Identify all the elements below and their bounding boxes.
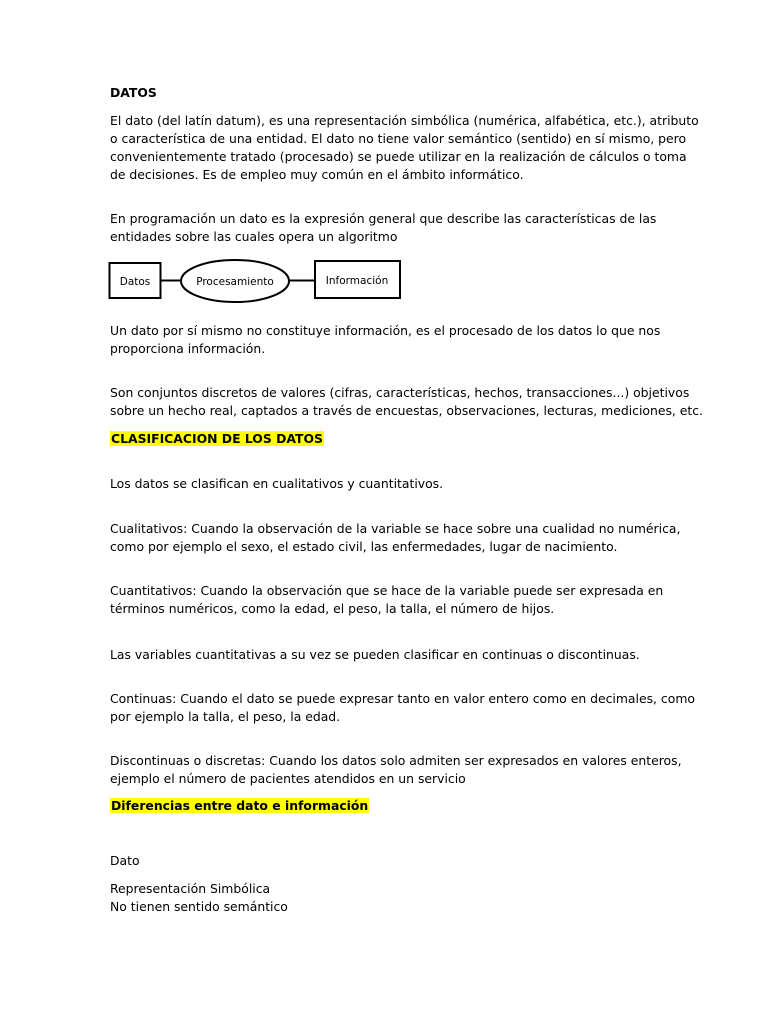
paragraph-classification: Los datos se clasifican en cualitativos y cuantitativos. [110,476,444,491]
paragraph-quantitative-line-1: Cuantitativos: Cuando la observación que se hace de la variable puede ser expresada en [110,583,664,598]
title-datos: DATOS [110,85,157,100]
paragraph-discrete-line-2: ejemplo el número de pacientes atendidos en un servicio [110,771,466,786]
paragraph-information-line-2: proporciona información. [110,341,266,356]
paragraph-definition-line-1: El dato (del latín datum), es una representación simbólica (numérica, alfabética, etc.), atributo [110,113,699,128]
paragraph-definition-line-4: de decisiones. Es de empleo muy común en el ámbito informático. [110,167,524,182]
paragraph-programming-line-2: entidades sobre las cuales opera un algoritmo [110,229,398,244]
heading-diferencias-text: Diferencias entre dato e información [111,798,369,813]
diagram-input-label: Datos [119,276,151,288]
paragraph-sets-line-2: sobre un hecho real, captados a través de encuestas, observaciones, lecturas, mediciones, etc. [110,403,704,418]
paragraph-qualitative-line-2: como por ejemplo el sexo, el estado civil, las enfermedades, lugar de nacimiento. [110,539,618,554]
paragraph-continuous-line-1: Continuas: Cuando el dato se puede expresar tanto en valor entero como en decimales, como [110,691,695,706]
paragraph-quantitative-types: Las variables cuantitativas a su vez se pueden clasificar en continuas o discontinuas. [110,647,640,662]
dato-item-1: Representación Simbólica [110,881,271,896]
diagram-process-label: Procesamiento [196,276,274,288]
diagram-output-label: Información [325,275,389,287]
paragraph-definition-line-3: convenientemente tratado (procesado) se puede utilizar en la realización de cálculos o toma [110,149,687,164]
paragraph-sets-line-1: Son conjuntos discretos de valores (cifras, características, hechos, transacciones...) objetivos [110,385,690,400]
paragraph-qualitative-line-1: Cualitativos: Cuando la observación de la variable se hace sobre una cualidad no numérica, [110,521,681,536]
heading-diferencias [110,797,369,815]
paragraph-continuous-line-2: por ejemplo la talla, el peso, la edad. [110,709,341,724]
data-processing-diagram [108,259,404,303]
paragraph-quantitative-line-2: términos numéricos, como la edad, el peso, la talla, el número de hijos. [110,601,555,616]
paragraph-discrete-line-1: Discontinuas o discretas: Cuando los datos solo admiten ser expresados en valores enteros, [110,753,682,768]
heading-clasificacion-text: CLASIFICACION DE LOS DATOS [111,431,323,446]
dato-item-2: No tienen sentido semántico [110,899,288,914]
paragraph-definition-line-2: o característica de una entidad. El dato no tiene valor semántico (sentido) en sí mismo, pero [110,131,687,146]
dato-title: Dato [110,853,140,868]
paragraph-information-line-1: Un dato por sí mismo no constituye información, es el procesado de los datos lo que nos [110,323,661,338]
paragraph-programming-line-1: En programación un dato es la expresión general que describe las características de las [110,211,657,226]
heading-clasificacion [110,430,324,448]
